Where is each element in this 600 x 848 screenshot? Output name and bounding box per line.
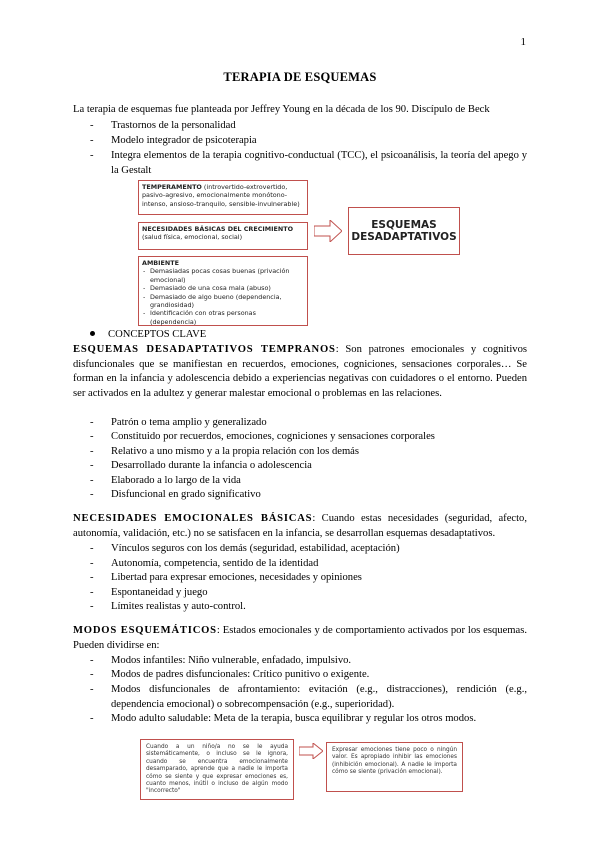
ambiente-box xyxy=(138,256,308,326)
necesidades-box xyxy=(138,222,308,250)
modos-bullet: - Modos disfuncionales de afrontamiento: evitación (e.g., distracciones), rendición (e.g., dependencia emocional) o sobrecompensación (e.g., superioridad). xyxy=(90,684,527,710)
concepts-label-row xyxy=(90,329,206,340)
eds-bullet: - Disfuncional en grado significativo xyxy=(90,489,261,500)
ambiente-item: - Demasiado de algo bueno (dependencia, grandiosidad) xyxy=(150,293,304,310)
arrow-right-icon xyxy=(299,743,323,759)
eds-paragraph xyxy=(73,343,527,401)
ambiente-title: AMBIENTE xyxy=(142,259,179,267)
neb-bullet: - Autonomía, competencia, sentido de la identidad xyxy=(90,558,319,569)
temperamento-text: (introvertido-extrovertido, pasivo-agresivo, emocionalmente monótono-intenso, ansioso-tranquilo, sensible-invulnerable) xyxy=(142,183,300,208)
bullet-dot-icon xyxy=(90,331,95,336)
ambiente-item: - Identificación con otras personas (dependencia) xyxy=(150,309,304,326)
modos-bullet: - Modos de padres disfuncionales: Crítico punitivo o exigente. xyxy=(90,669,370,680)
intro-bullet: - Trastornos de la personalidad xyxy=(90,120,236,131)
eds-bullet: - Elaborado a lo largo de la vida xyxy=(90,475,241,486)
neb-bullet: - Libertad para expresar emociones, necesidades y opiniones xyxy=(90,572,362,583)
modos-text: : Estados emocionales y de comportamiento activados por los esquemas. Pueden dividirse en: xyxy=(73,625,527,651)
eds-bullet: - Relativo a uno mismo y a la propia relación con los demás xyxy=(90,446,360,457)
page-title: TERAPIA DE ESQUEMAS xyxy=(223,70,377,84)
modos-paragraph xyxy=(73,624,527,653)
necesidades-text: (salud física, emocional, social) xyxy=(142,233,243,242)
ambiente-item: - Demasiadas pocas cosas buenas (privación emocional) xyxy=(150,267,304,284)
neb-heading: NECESIDADES EMOCIONALES BÁSICAS xyxy=(73,513,313,524)
modos-bullet: - Modo adulto saludable: Meta de la terapia, busca equilibrar y regular los otros modos. xyxy=(90,713,477,724)
childhood-experience-box: Cuando a un niño/a no se le ayuda sistemáticamente, o incluso se le ignora, cuando se encuentra emocionalmente desamparado, aprende que a nadie le importa cómo se siente y que expresar emociones es, cuanto menos, inútil o incluso de algún modo "incorrecto" xyxy=(140,739,294,800)
modos-heading: MODOS ESQUEMÁTICOS xyxy=(73,625,217,636)
eds-bullet: - Patrón o tema amplio y generalizado xyxy=(90,417,267,428)
esquemas-desadaptativos-box: ESQUEMAS DESADAPTATIVOS xyxy=(348,207,460,255)
neb-bullet: - Vínculos seguros con los demás (seguridad, estabilidad, aceptación) xyxy=(90,543,400,554)
eds-text: : Son patrones emocionales y cognitivos disfuncionales que se manifiestan en recuerdos, emociones, cogniciones, sensaciones corporales… Se forman en la infancia y adolescencia debido a experiencias negativas con cuidadores o el entorno. Pueden ser activados en la adultez y generar malestar emocional o problemas en las relaciones. xyxy=(73,344,527,399)
neb-bullet: - Espontaneidad y juego xyxy=(90,587,208,598)
page-number: 1 xyxy=(520,36,526,48)
ambiente-item: - Demasiado de una cosa mala (abuso) xyxy=(150,284,304,292)
temperamento-box xyxy=(138,180,308,215)
neb-paragraph xyxy=(73,512,527,541)
neb-text: : Cuando estas necesidades (seguridad, afecto, autonomía, validación, etc.) no se satisfacen en la infancia, se desarrollan esquemas desadaptativos. xyxy=(73,513,527,539)
concepts-label: CONCEPTOS CLAVE xyxy=(108,329,207,340)
necesidades-title: NECESIDADES BÁSICAS DEL CRECIMIENTO xyxy=(142,225,294,233)
intro-bullet: - Modelo integrador de psicoterapia xyxy=(90,135,257,146)
eds-bullet: - Constituido por recuerdos, emociones, cogniciones y sensaciones corporales xyxy=(90,431,435,442)
schema-belief-box: Expresar emociones tiene poco o ningún valor. Es apropiado inhibir las emociones (inhibición emocional). A nadie le importa cómo se siente (privación emocional). xyxy=(326,742,463,792)
neb-bullet: - Límites realistas y auto-control. xyxy=(90,601,246,612)
arrow-right-icon xyxy=(314,220,342,242)
eds-bullet: - Desarrollado durante la infancia o adolescencia xyxy=(90,460,312,471)
temperamento-title: TEMPERAMENTO xyxy=(142,183,202,191)
eds-heading: ESQUEMAS DESADAPTATIVOS TEMPRANOS xyxy=(73,344,336,355)
intro-paragraph: La terapia de esquemas fue planteada por Jeffrey Young en la década de los 90. Discípulo de Beck xyxy=(73,104,490,115)
modos-bullet: - Modos infantiles: Niño vulnerable, enfadado, impulsivo. xyxy=(90,655,352,666)
intro-bullet: - Integra elementos de la terapia cognitivo-conductual (TCC), el psicoanálisis, la teoría del apego y la Gestalt xyxy=(90,150,527,176)
